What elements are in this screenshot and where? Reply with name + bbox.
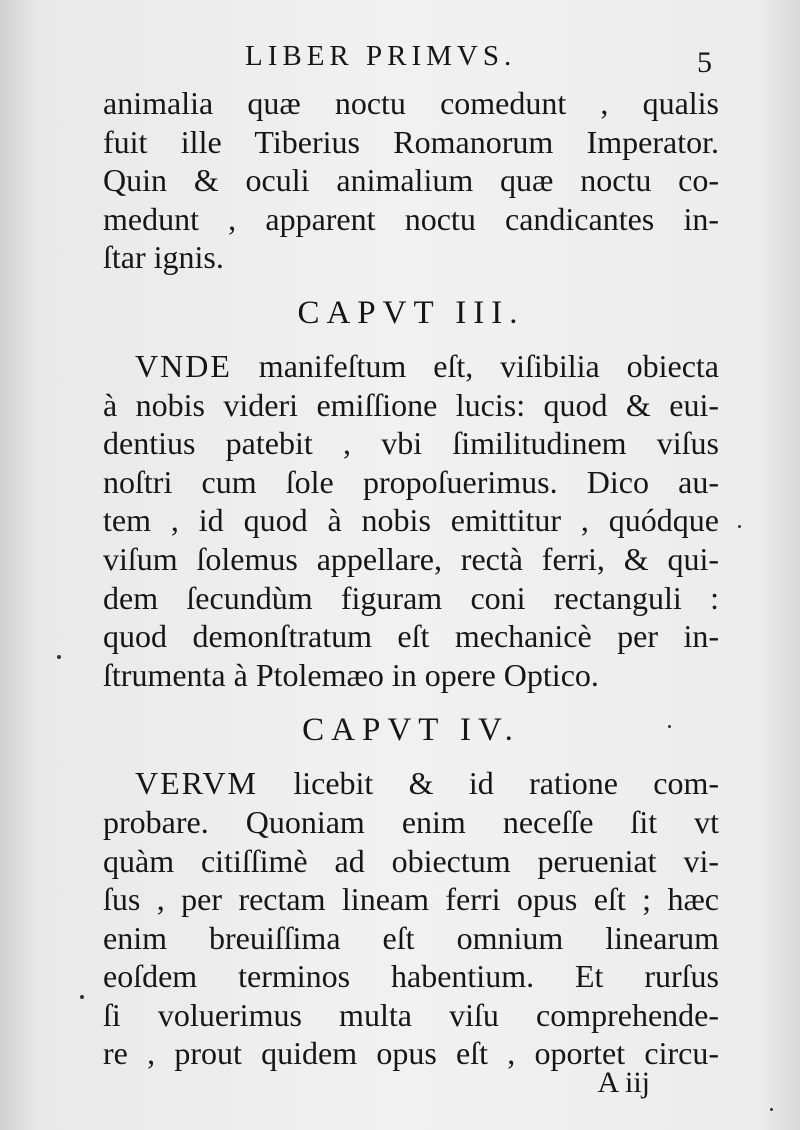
text-fragment: licebit & id ratione com- (293, 765, 720, 802)
ink-speck (80, 995, 84, 999)
ink-speck (770, 1108, 773, 1111)
text-line: eoſdem terminos habentium. Et rurſus (103, 958, 719, 995)
text-line: Quin & oculi animalium quæ noctu co- (103, 162, 719, 199)
body-text (103, 84, 719, 1073)
initial-word: VERVM (135, 765, 258, 802)
chapter-heading-3: CAPVT III. (297, 294, 525, 331)
ink-speck (57, 655, 61, 659)
text-line (103, 347, 719, 386)
text-line: probare. Quoniam enim neceſſe ſit vt (103, 803, 719, 840)
ink-speck (738, 525, 741, 528)
signature-mark: A iij (597, 1066, 650, 1099)
text-line (103, 764, 719, 803)
text-line: fuit ille Tiberius Romanorum Imperator. (103, 123, 719, 160)
ink-speck (668, 725, 671, 728)
text-line: noſtri cum ſole propoſuerimus. Dico au- (103, 463, 719, 500)
text-line: ſus , per rectam lineam ferri opus eſt ; hæc (103, 881, 719, 918)
text-line: medunt , apparent noctu candicantes in- (103, 200, 719, 237)
text-line: quod demonſtratum eſt mechanicè per in- (103, 618, 719, 655)
text-line: viſum ſolemus appellare, rectà ferri, & qui- (103, 540, 719, 577)
text-line: enim breuiſſima eſt omnium linearum (103, 919, 719, 956)
text-line: ſtar ignis. (103, 239, 224, 276)
running-head: LIBER PRIMVS. (245, 40, 517, 72)
chapter-heading-4: CAPVT IV. (302, 712, 520, 749)
text-line: dem ſecundùm figuram coni rectanguli : (103, 579, 719, 616)
page-header (100, 40, 720, 84)
text-line: dentius patebit , vbi ſimilitudinem viſus (103, 425, 719, 462)
text-line: quàm citiſſimè ad obiectum perueniat vi- (103, 842, 719, 879)
text-line: ſtrumenta à Ptolemæo in opere Optico. (103, 656, 599, 693)
text-line: ſi voluerimus multa viſu comprehende- (103, 996, 719, 1033)
text-line: animalia quæ noctu comedunt , qualis (103, 85, 719, 121)
text-line: à nobis videri emiſſione lucis: quod & eui- (103, 386, 719, 423)
text-line: tem , id quod à nobis emittitur , quódque (103, 502, 719, 539)
page-number: 5 (697, 46, 712, 79)
text-fragment: manifeſtum eſt, viſibilia obiecta (258, 347, 719, 384)
text-line: re , prout quidem opus eſt , oportet circu- (103, 1035, 719, 1072)
initial-word: VNDE (135, 347, 232, 384)
